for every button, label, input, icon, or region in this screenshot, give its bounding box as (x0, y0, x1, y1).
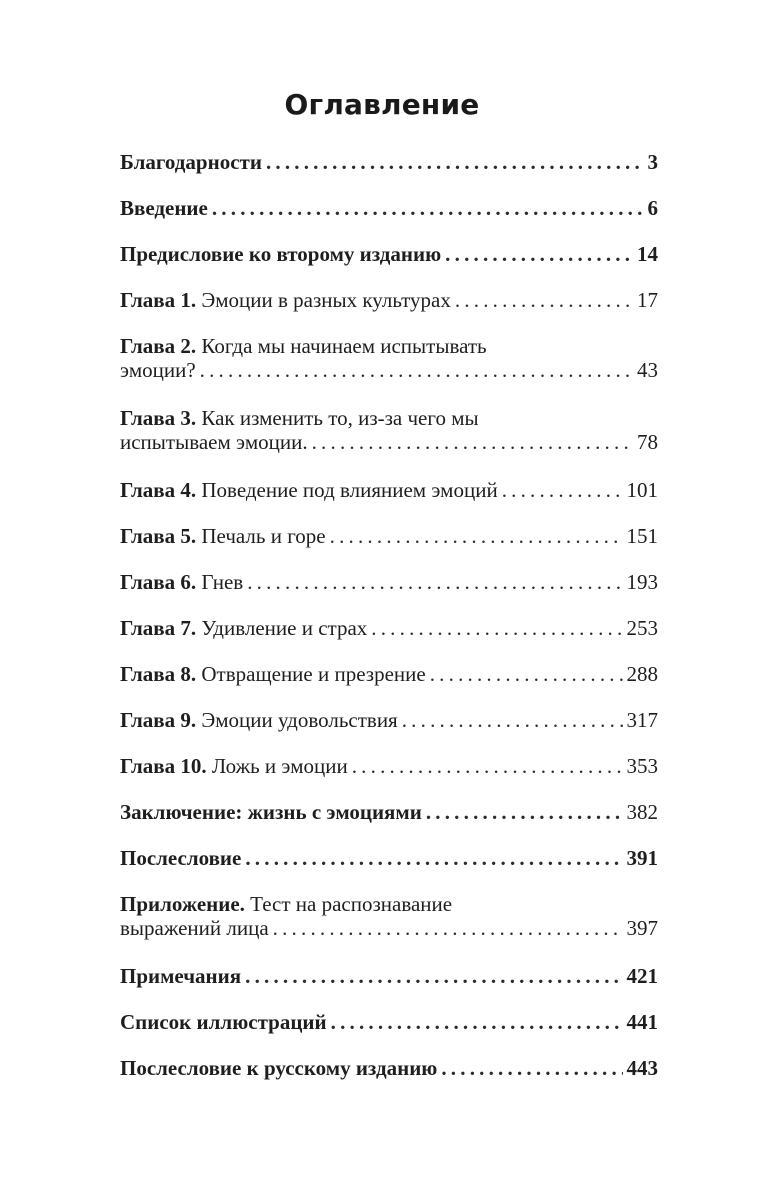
dot-leader (445, 242, 633, 266)
entry-title-line2: испытываем эмоции. (120, 430, 308, 454)
dot-leader (441, 1056, 622, 1080)
page-number: 43 (637, 358, 658, 382)
toc-entry-chapter-6[interactable] (120, 570, 658, 594)
toc-entry-notes[interactable] (120, 964, 658, 988)
entry-title: Благодарности (120, 150, 262, 174)
chapter-label: Глава 2. (120, 334, 197, 358)
entry-title: Предисловие ко второму изданию (120, 242, 442, 266)
dot-leader (266, 150, 644, 174)
chapter-label: Глава 7. (120, 616, 197, 640)
page-number: 421 (626, 964, 658, 988)
entry-title: Заключение: жизнь с эмоциями (120, 800, 422, 824)
page-number: 17 (637, 288, 658, 312)
chapter-label: Глава 3. (120, 406, 197, 430)
toc-entry-chapter-4[interactable] (120, 478, 658, 502)
dot-leader (331, 1010, 623, 1034)
appendix-label: Приложение. (120, 892, 245, 916)
toc-entry-afterword[interactable] (120, 846, 658, 870)
entry-title: Поведение под влиянием эмоций (201, 478, 498, 502)
toc-entry-chapter-8[interactable] (120, 662, 658, 686)
page-title: Оглавление (284, 88, 480, 121)
toc-entry-chapter-3[interactable] (120, 406, 658, 454)
entry-title-line2: эмоции? (120, 358, 196, 382)
entry-title: Введение (120, 196, 208, 220)
toc-entry-introduction[interactable] (120, 196, 658, 220)
chapter-label: Глава 9. (120, 708, 197, 732)
page-number: 397 (626, 916, 658, 940)
page-number: 288 (626, 662, 658, 686)
toc-entry-chapter-10[interactable] (120, 754, 658, 778)
page-number: 441 (626, 1010, 658, 1034)
chapter-label: Глава 5. (120, 524, 197, 548)
entry-title: Примечания (120, 964, 242, 988)
toc-entry-chapter-9[interactable] (120, 708, 658, 732)
toc-entry-appendix[interactable] (120, 892, 658, 940)
dot-leader (200, 358, 633, 382)
dot-leader (273, 916, 623, 940)
dot-leader (371, 616, 622, 640)
page-number: 6 (647, 196, 658, 220)
entry-title: Список иллюстраций (120, 1010, 327, 1034)
page-number: 443 (626, 1056, 658, 1080)
chapter-label: Глава 8. (120, 662, 197, 686)
dot-leader (247, 570, 622, 594)
toc-entry-preface[interactable] (120, 242, 658, 266)
chapter-label: Глава 4. (120, 478, 197, 502)
toc-entry-chapter-5[interactable] (120, 524, 658, 548)
entry-title: Эмоции в разных культурах (201, 288, 451, 312)
page-number: 253 (626, 616, 658, 640)
entry-title: Послесловие (120, 846, 242, 870)
page-number: 151 (626, 524, 658, 548)
dot-leader (330, 524, 623, 548)
entry-title-line1: Тест на распознавание (250, 892, 453, 916)
chapter-label: Глава 6. (120, 570, 197, 594)
entry-title: Печаль и горе (201, 524, 326, 548)
page-number: 14 (637, 242, 658, 266)
page-number: 317 (626, 708, 658, 732)
chapter-label: Глава 1. (120, 288, 197, 312)
entry-title: Гнев (201, 570, 244, 594)
toc-entry-conclusion[interactable] (120, 800, 658, 824)
dot-leader (430, 662, 623, 686)
dot-leader (455, 288, 633, 312)
dot-leader (352, 754, 623, 778)
dot-leader (312, 430, 633, 454)
entry-title: Ложь и эмоции (211, 754, 348, 778)
toc-entry-chapter-1[interactable] (120, 288, 658, 312)
toc-entry-acknowledgements[interactable] (120, 150, 658, 174)
dot-leader (502, 478, 623, 502)
chapter-label: Глава 10. (120, 754, 207, 778)
dot-leader (245, 964, 622, 988)
entry-title-line2: выражений лица (120, 916, 269, 940)
page-number: 3 (647, 150, 658, 174)
toc-entry-chapter-2[interactable] (120, 334, 658, 382)
page-number: 193 (626, 570, 658, 594)
page-number: 101 (626, 478, 658, 502)
toc-entry-illustrations[interactable] (120, 1010, 658, 1034)
dot-leader (402, 708, 623, 732)
entry-title: Отвращение и презрение (201, 662, 426, 686)
entry-title: Послесловие к русскому изданию (120, 1056, 438, 1080)
page-number: 353 (626, 754, 658, 778)
entry-title-line1: Когда мы начинаем испытывать (201, 334, 487, 358)
page-number: 382 (626, 800, 658, 824)
toc-entry-chapter-7[interactable] (120, 616, 658, 640)
entry-title: Эмоции удовольствия (201, 708, 398, 732)
dot-leader (426, 800, 623, 824)
dot-leader (212, 196, 644, 220)
dot-leader (245, 846, 622, 870)
entry-title: Удивление и страх (201, 616, 368, 640)
page-number: 391 (626, 846, 658, 870)
page-number: 78 (637, 430, 658, 454)
entry-title-line1: Как изменить то, из-за чего мы (201, 406, 479, 430)
toc-entry-russian-afterword[interactable] (120, 1056, 658, 1080)
